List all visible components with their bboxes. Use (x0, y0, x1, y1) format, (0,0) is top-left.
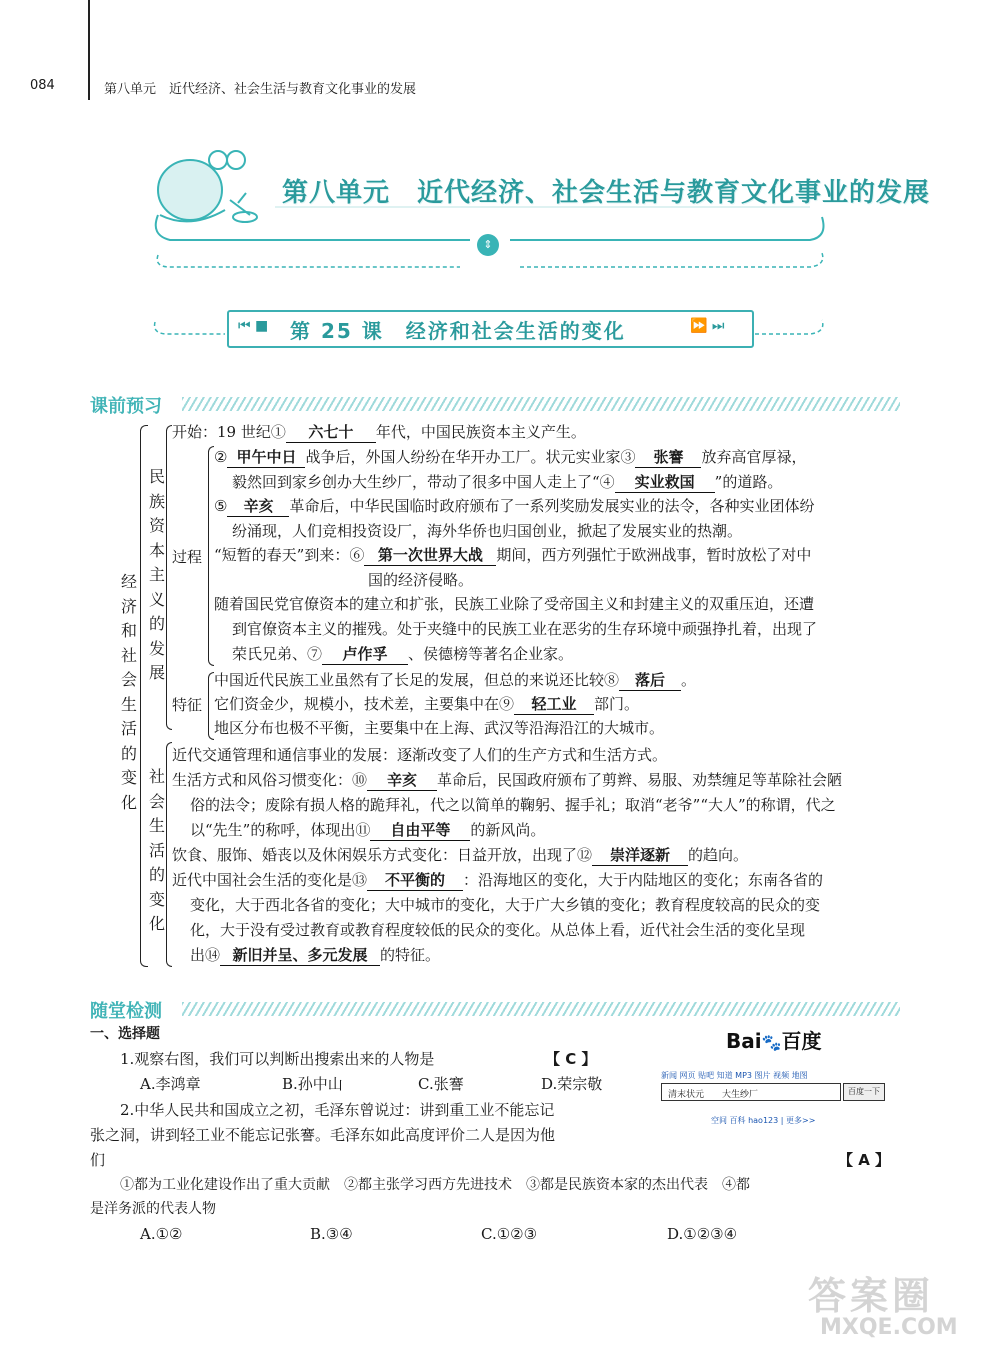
vertical-char: 展 (148, 663, 165, 682)
search-engine-figure (653, 1015, 888, 1130)
p5-prefix: ⑤ (214, 497, 228, 515)
root-vertical-label (120, 570, 138, 815)
social-row-4b: 变化，大于西北各省的变化；大中城市的变化，大于广大乡镇的变化；教育程度较高的民众的变 (190, 896, 821, 914)
question-1-stem: 1.观察右图，我们可以判断出搜索出来的人物是 (120, 1050, 435, 1068)
question-2-line2: 张之洞，讲到轻工业不能忘记张謇。毛泽东如此高度评价二人是因为他 (90, 1126, 556, 1144)
p2-prefix: ② (214, 448, 228, 466)
vertical-char: 生 (120, 694, 137, 714)
social-row-4 (172, 868, 823, 893)
feature-row-10: 地区分布也极不平衡，主要集中在上海、武汉等沿海沿江的大城市。 (214, 719, 665, 737)
check-hatch (182, 1002, 900, 1016)
answer-6: 第一次世界大战 (364, 545, 496, 566)
feature-row-9 (214, 692, 639, 717)
watermark-sub: MXQE.COM (820, 1315, 958, 1340)
search-nav: 新闻 网页 贴吧 知道 MP3 图片 视频 地图 (661, 1071, 808, 1080)
feature-row-8 (214, 668, 696, 693)
answer-13: 不平衡的 (367, 870, 463, 891)
vertical-char: 济 (120, 596, 137, 616)
preview-section-header (90, 392, 900, 417)
search-button: 百度一下 (843, 1083, 885, 1101)
root-brace (140, 425, 148, 967)
vertical-char: 资 (148, 516, 165, 535)
social-row-2b: 俗的法令；废除有损人格的跪拜礼，代之以简单的鞠躬、握手礼；取消“老爷”“大人”的称谓，代之 (190, 796, 836, 814)
rewind-icon: ⏮ ■ (238, 318, 269, 334)
s4-prefix4: 出⑭ (190, 946, 221, 964)
f9-prefix: 它们资金少，规模小，技术差，主要集中在⑨ (214, 695, 515, 713)
outline-start-row (172, 420, 586, 445)
vertical-char: 活 (148, 840, 165, 860)
q1-option-b: B.孙中山 (282, 1075, 343, 1093)
vertical-char: 的 (148, 614, 165, 633)
process-label: 过程 (172, 548, 203, 566)
s2-suffix3: 的新风尚。 (470, 821, 546, 839)
q2-option-a: A.①② (140, 1225, 183, 1243)
vertical-char: 化 (148, 914, 165, 933)
s4-suffix4: 的特征。 (380, 946, 441, 964)
answer-2: 甲午中日 (227, 447, 305, 468)
q1-option-d: D.荣宗敬 (541, 1075, 603, 1093)
vertical-char: 民 (148, 467, 165, 486)
vertical-char: 主 (148, 565, 165, 584)
answer-10: 辛亥 (367, 770, 437, 791)
paw-icon: 🐾 (761, 1033, 782, 1052)
search-logo (726, 1025, 822, 1054)
fast-forward-icon: ⏩ ⏭ (690, 318, 725, 334)
lesson-title: 第 25 课 经济和社会生活的变化 (290, 319, 626, 343)
watermark-main: 答案圈 (808, 1274, 935, 1318)
q1-option-c: C.张謇 (418, 1075, 464, 1093)
start-suffix: 年代，中国民族资本主义产生。 (375, 423, 586, 441)
logo-latin: Bai (726, 1029, 762, 1053)
process-row-6b: 国的经济侵略。 (368, 571, 474, 589)
social-row-4d (190, 943, 440, 968)
answer-14: 新旧并呈、多元发展 (220, 945, 380, 966)
p2-cont-prefix: 毅然回到家乡创办大生纱厂，带动了很多中国人走上了“④ (232, 473, 615, 491)
f9-suffix: 部门。 (594, 695, 640, 713)
question-2-items-1: ①都为工业化建设作出了重大贡献 ②都主张学习西方先进技术 ③都是民族资本家的杰出代表 ④都 (120, 1177, 750, 1193)
vertical-char: 化 (120, 792, 137, 812)
running-title: 第八单元 近代经济、社会生活与教育文化事业的发展 (104, 82, 417, 97)
s2-suffix: 革命后，民国政府颁布了剪辫、易服、劝禁缠足等革除社会陋 (437, 771, 843, 789)
process-row-5 (214, 494, 814, 519)
s2-prefix: 生活方式和风俗习惯变化：⑩ (172, 771, 368, 789)
answer-4: 实业救国 (615, 472, 715, 493)
banner-right-curve (510, 217, 824, 240)
s3-suffix: 的趋向。 (688, 846, 749, 864)
p2-cont-suffix: ”的道路。 (714, 473, 783, 491)
process-row-5b: 纷涌现，人们竞相投资设厂，海外华侨也归国创业，掀起了发展实业的热潮。 (232, 522, 743, 540)
expand-arrows-icon: ⇕ (477, 234, 499, 256)
s3-prefix: 饮食、服饰、婚丧以及休闲娱乐方式变化：日益开放，出现了⑫ (172, 846, 593, 864)
answer-8: 落后 (619, 670, 681, 691)
s2-prefix3: 以“先生”的称呼，体现出⑪ (190, 821, 371, 839)
vertical-char: 会 (120, 670, 137, 689)
p7-suffix: 、侯德榜等著名企业家。 (408, 645, 574, 663)
answer-11: 自由平等 (370, 820, 470, 841)
check-section-label: 随堂检测 (90, 1001, 162, 1022)
industry-label-text (148, 465, 166, 686)
watermark (808, 1265, 958, 1340)
p6-prefix: “短暂的春天”到来：⑥ (214, 546, 365, 564)
social-row-2c (190, 818, 545, 843)
process-row-2 (214, 445, 806, 470)
f8-prefix: 中国近代民族工业虽然有了长足的发展，但总的来说还比较⑧ (214, 671, 620, 689)
preview-hatch (182, 397, 900, 411)
f8-suffix: 。 (681, 671, 697, 689)
vertical-char: 和 (120, 621, 137, 640)
social-vertical-label (148, 765, 166, 937)
answer-3: 张謇 (635, 447, 701, 468)
vertical-char: 活 (120, 719, 137, 738)
social-row-3 (172, 843, 748, 868)
social-row-1: 近代交通管理和通信事业的发展：逐渐改变了人们的生产方式和生活方式。 (172, 746, 668, 764)
vertical-char: 生 (148, 816, 165, 835)
p2-suffix: 放弃高官厚禄， (701, 448, 807, 466)
q1-option-a: A.李鸿章 (140, 1075, 201, 1093)
p6-suffix: 期间，西方列强忙于欧洲战事，暂时放松了对中 (496, 546, 812, 564)
vertical-char: 变 (120, 768, 137, 787)
question-2-line3: 们 (90, 1151, 106, 1169)
process-row-2b (232, 470, 782, 495)
answer-12: 崇洋逐新 (592, 845, 688, 866)
social-row-2 (172, 768, 842, 793)
root-label-text (120, 570, 138, 815)
features-label: 特征 (172, 696, 203, 714)
process-row-7a: 随着国民党官僚资本的建立和扩张，民族工业除了受帝国主义和封建主义的双重压迫，还遭 (214, 595, 815, 613)
industry-vertical-label (148, 465, 166, 686)
p5-mid: 革命后，中华民国临时政府颁布了一系列奖励发展实业的法令，各种实业团体纷 (289, 497, 815, 515)
question-1-answer: 【 C 】 (545, 1050, 597, 1068)
p7-prefix: 荣氏兄弟、⑦ (232, 645, 323, 663)
industry-brace (166, 425, 172, 730)
q2-option-b: B.③④ (310, 1225, 353, 1243)
p2-mid: 战争后，外国人纷纷在华开办工厂。状元实业家③ (305, 448, 636, 466)
q2-option-c: C.①②③ (481, 1225, 538, 1243)
answer-7: 卢作孚 (322, 644, 408, 665)
vertical-char: 社 (120, 645, 137, 665)
question-2-items-2: 是洋务派的代表人物 (90, 1201, 216, 1217)
start-prefix: 开始：19 世纪① (172, 423, 286, 441)
process-row-7b: 到官僚资本主义的摧残。处于夹缝中的民族工业在恶劣的生存环境中顽强挣扎着，出现了 (232, 620, 818, 638)
vertical-char: 社 (148, 767, 165, 786)
social-label-text (148, 765, 166, 937)
banner-dash-left (157, 255, 460, 267)
q2-option-d: D.①②③④ (667, 1225, 738, 1243)
process-row-7c (232, 642, 573, 667)
question-2-answer: 【 A 】 (838, 1151, 891, 1169)
vertical-char: 的 (148, 865, 165, 884)
vertical-char: 本 (148, 540, 165, 560)
social-row-4c: 化，大于没有受过教育或教育程度较低的民众的变化。从总体上看，近代社会生活的变化呈现 (190, 921, 806, 939)
vertical-char: 的 (120, 743, 137, 763)
s4-suffix: ：沿海地区的变化，大于内陆地区的变化；东南各省的 (463, 871, 824, 889)
vertical-char: 变 (148, 889, 165, 909)
answer-9: 轻工业 (514, 694, 594, 715)
vertical-char: 经 (120, 572, 137, 591)
unit-title: 第八单元 近代经济、社会生活与教育文化事业的发展 (282, 178, 931, 208)
answer-5: 辛亥 (227, 496, 289, 517)
search-links: 空间 百科 hao123 | 更多>> (711, 1116, 816, 1125)
vertical-char: 族 (148, 491, 165, 511)
header-rule (88, 0, 90, 100)
vertical-char: 发 (148, 638, 165, 658)
preview-section-label: 课前预习 (90, 396, 162, 417)
logo-chinese: 百度 (781, 1029, 822, 1053)
part-label: 一、选择题 (90, 1026, 160, 1042)
search-input: 清末状元 大生纱厂 (661, 1083, 841, 1101)
question-2-line1: 2.中华人民共和国成立之初，毛泽东曾说过：讲到重工业不能忘记 (120, 1101, 555, 1119)
vertical-char: 会 (148, 791, 165, 811)
banner-dash-right (520, 253, 823, 267)
answer-1: 六七十 (286, 422, 376, 443)
process-row-6 (214, 543, 811, 568)
page-number: 084 (30, 78, 55, 93)
banner-figure-icon (158, 151, 257, 222)
vertical-char: 义 (148, 589, 165, 609)
s4-prefix: 近代中国社会生活的变化是⑬ (172, 871, 368, 889)
